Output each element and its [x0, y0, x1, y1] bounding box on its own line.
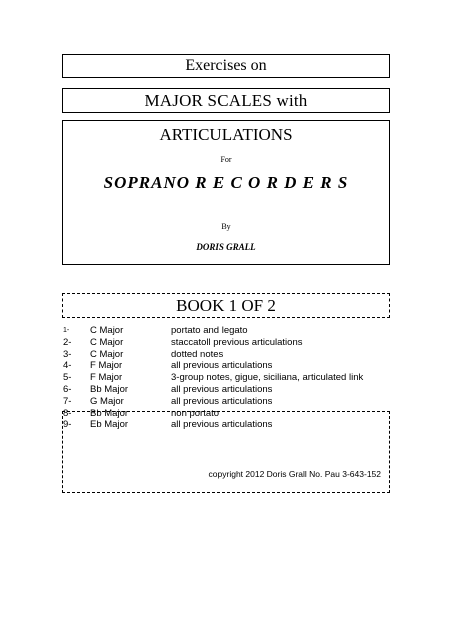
- list-item: [62, 419, 402, 431]
- item-number: 6-: [63, 383, 72, 395]
- item-key: Eb Major: [90, 419, 129, 431]
- item-key: Bb Major: [90, 407, 129, 419]
- item-description: all previous articulations: [171, 395, 273, 407]
- book-label: BOOK 1 OF 2: [176, 296, 276, 315]
- by-label: By: [221, 222, 231, 231]
- list-item: [62, 349, 402, 361]
- item-key: F Major: [90, 372, 123, 384]
- item-number: 5-: [63, 372, 72, 384]
- item-key: C Major: [90, 325, 124, 336]
- copyright-text: copyright 2012 Doris Grall No. Pau 3-643-152: [208, 469, 381, 479]
- item-number: 8-: [63, 407, 72, 419]
- item-description: all previous articulations: [171, 383, 273, 395]
- item-description: portato and legato: [171, 325, 248, 336]
- item-description: all previous articulations: [171, 360, 273, 372]
- title-main-box: [62, 120, 390, 265]
- title-articulations: ARTICULATIONS: [159, 125, 293, 144]
- item-description: staccatoll previous articulations: [171, 336, 303, 348]
- item-description: 3-group notes, gigue, siciliana, articulated link: [171, 372, 364, 384]
- item-number: 3-: [63, 348, 72, 360]
- list-item: [62, 372, 402, 384]
- list-item: [62, 325, 402, 337]
- item-number: 9-: [63, 419, 72, 431]
- exercise-list: [62, 325, 402, 431]
- list-item: [62, 384, 402, 396]
- item-description: dotted notes: [171, 348, 224, 360]
- item-key: G Major: [90, 395, 124, 407]
- list-item: [62, 337, 402, 349]
- title-line-1: [62, 54, 390, 78]
- author-name: DORIS GRALL: [196, 242, 256, 252]
- item-description: non portato: [171, 407, 220, 419]
- item-key: C Major: [90, 348, 124, 360]
- title-line-2: [62, 88, 390, 113]
- list-item: [62, 408, 402, 420]
- item-number: 4-: [63, 360, 72, 372]
- item-number: 7-: [63, 395, 72, 407]
- list-item: [62, 396, 402, 408]
- item-number: 2-: [63, 336, 72, 348]
- title-exercises-on: Exercises on: [185, 57, 267, 74]
- item-key: C Major: [90, 336, 124, 348]
- book-box: [62, 293, 390, 318]
- item-key: F Major: [90, 360, 123, 372]
- item-number: 1-: [63, 327, 70, 334]
- item-description: all previous articulations: [171, 419, 273, 431]
- for-label: For: [220, 155, 232, 164]
- item-key: Bb Major: [90, 383, 129, 395]
- list-item: [62, 360, 402, 372]
- title-major-scales: MAJOR SCALES with: [144, 91, 308, 110]
- instrument-title: SOPRANO R E C O R D E R S: [103, 173, 349, 192]
